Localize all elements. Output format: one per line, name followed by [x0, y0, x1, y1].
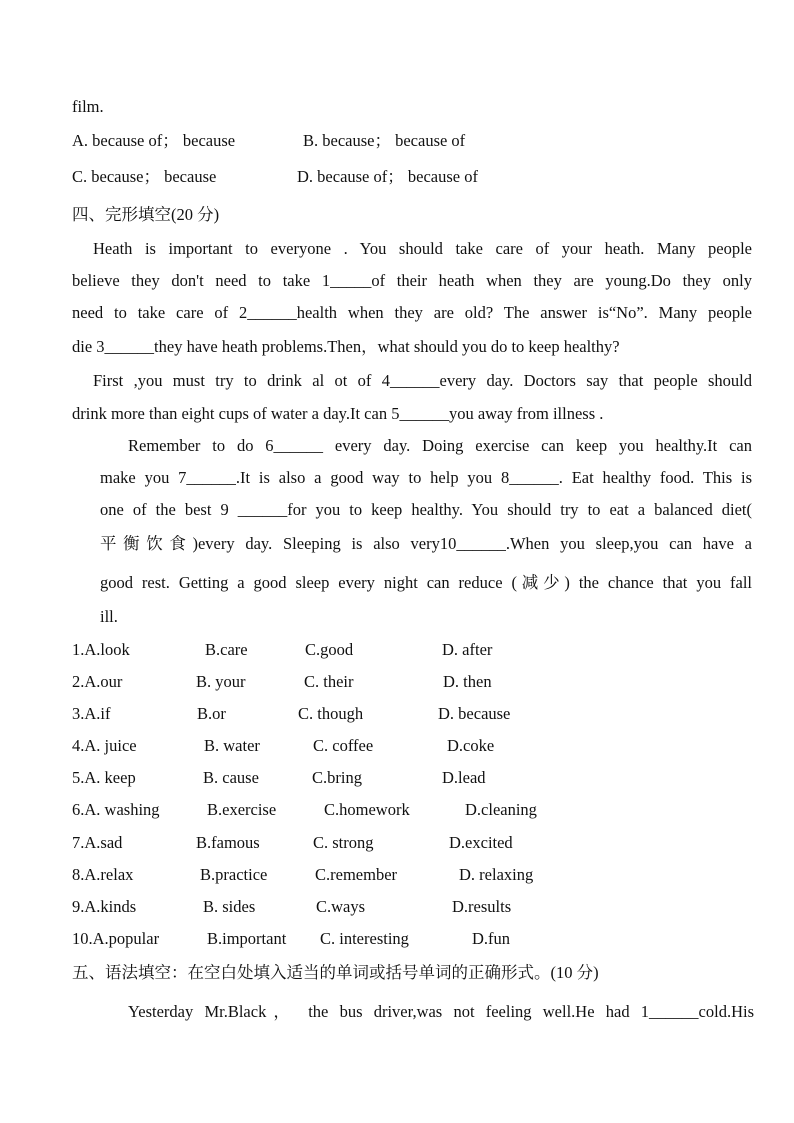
option-9-a: 9.A.kinds	[72, 897, 137, 916]
option-5-b: B. cause	[203, 768, 259, 787]
option-8-b: B.practice	[200, 865, 268, 884]
option-a: A. because of； because	[72, 131, 236, 150]
option-1-d: D. after	[442, 640, 493, 659]
option-4-a: 4.A. juice	[72, 736, 137, 755]
text-line-film: film.	[72, 97, 104, 116]
option-d: D. because of； because of	[297, 167, 478, 186]
para2-line-2: drink more than eight cups of water a day.It can 5______you away from illness .	[72, 404, 604, 423]
para1-line-4: die 3______they have heath problems.Then，what should you do to keep healthy?	[72, 337, 620, 356]
option-7-d: D.excited	[449, 833, 513, 852]
option-4-c: C. coffee	[313, 736, 374, 755]
option-1-a: 1.A.look	[72, 640, 130, 659]
option-3-b: B.or	[197, 704, 226, 723]
option-10-b: B.important	[207, 929, 287, 948]
option-2-a: 2.A.our	[72, 672, 123, 691]
section-five-heading: 五、语法填空：在空白处填入适当的单词或括号单词的正确形式。(10 分)	[72, 963, 599, 982]
option-6-c: C.homework	[324, 800, 410, 819]
option-5-c: C.bring	[312, 768, 362, 787]
option-3-a: 3.A.if	[72, 704, 111, 723]
para3-line-5: good rest. Getting a good sleep every night can reduce (减少) the chance that you fall	[100, 573, 752, 592]
option-10-c: C. interesting	[320, 929, 409, 948]
para3-line-6: ill.	[100, 607, 118, 626]
option-7-b: B.famous	[196, 833, 260, 852]
para1-line-2: believe they don't need to take 1_____of their heath when they are young.Do they only	[72, 271, 752, 290]
para1-line-1: Heath is important to everyone . You should take care of your heath. Many people	[93, 239, 752, 258]
para3-line-2: make you 7______.It is also a good way to help you 8______. Eat healthy food. This is	[100, 468, 752, 487]
option-9-c: C.ways	[316, 897, 366, 916]
option-10-a: 10.A.popular	[72, 929, 160, 948]
option-6-d: D.cleaning	[465, 800, 537, 819]
option-2-b: B. your	[196, 672, 246, 691]
para3-line-4: 平衡饮食)every day. Sleeping is also very10______.When you sleep,you can have a	[100, 534, 752, 553]
option-5-d: D.lead	[442, 768, 486, 787]
para3-line-3: one of the best 9 ______for you to keep healthy. You should try to eat a balanced diet(	[100, 500, 752, 519]
option-4-d: D.coke	[447, 736, 495, 755]
option-4-b: B. water	[204, 736, 260, 755]
section-four-heading: 四、完形填空(20 分)	[72, 205, 220, 224]
section5-line-1: Yesterday Mr.Black， the bus driver,was not feeling well.He had 1______cold.His	[128, 1002, 754, 1021]
option-6-a: 6.A. washing	[72, 800, 160, 819]
option-2-d: D. then	[443, 672, 492, 691]
option-10-d: D.fun	[472, 929, 511, 948]
option-1-c: C.good	[305, 640, 354, 659]
option-3-c: C. though	[298, 704, 364, 723]
option-7-c: C. strong	[313, 833, 374, 852]
option-8-d: D. relaxing	[459, 865, 534, 884]
option-1-b: B.care	[205, 640, 248, 659]
option-3-d: D. because	[438, 704, 511, 723]
para1-line-3: need to take care of 2______health when they are old? The answer is“No”. Many people	[72, 303, 752, 322]
option-8-c: C.remember	[315, 865, 398, 884]
option-5-a: 5.A. keep	[72, 768, 136, 787]
option-8-a: 8.A.relax	[72, 865, 134, 884]
option-b: B. because； because of	[303, 131, 466, 150]
para3-line-1: Remember to do 6______ every day. Doing exercise can keep you healthy.It can	[128, 436, 752, 455]
option-2-c: C. their	[304, 672, 354, 691]
para2-line-1: First ,you must try to drink al ot of 4______every day. Doctors say that people should	[93, 371, 752, 390]
option-c: C. because； because	[72, 167, 217, 186]
option-6-b: B.exercise	[207, 800, 277, 819]
option-9-d: D.results	[452, 897, 512, 916]
option-9-b: B. sides	[203, 897, 256, 916]
option-7-a: 7.A.sad	[72, 833, 123, 852]
